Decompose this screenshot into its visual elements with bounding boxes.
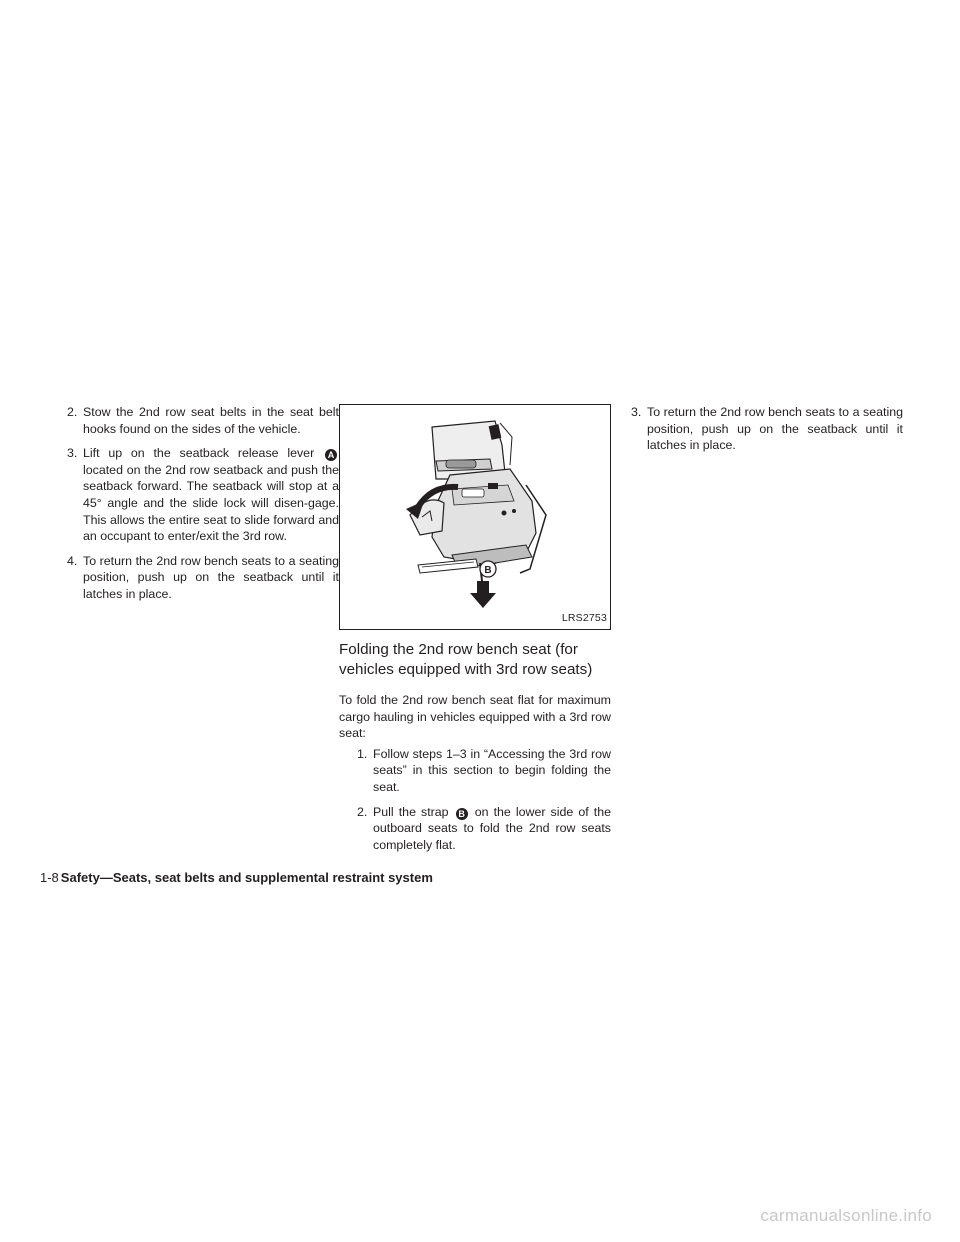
step-text: Follow steps 1–3 in “Accessing the 3rd row seats” in this section to begin folding the seat. — [373, 746, 611, 794]
step-3-return-seats — [631, 404, 903, 454]
intro-paragraph: To fold the 2nd row bench seat flat for maximum cargo hauling in vehicles equipped with a 3rd row seat: — [339, 693, 611, 741]
page-number: 1-8 — [40, 870, 59, 885]
step-number: 1. — [357, 746, 368, 761]
step-4-return-seats — [67, 553, 339, 603]
step-3-release-lever — [67, 445, 339, 545]
page-footer — [40, 870, 433, 885]
left-column — [67, 404, 339, 611]
callout-b-label: B — [484, 565, 492, 576]
step-number: 2. — [357, 804, 368, 819]
callout-b-icon: B — [456, 808, 468, 820]
step-text: To return the 2nd row bench seats to a seating position, push up on the seatback until it latches in place. — [647, 405, 903, 453]
watermark: carmanualsonline.info — [760, 1206, 932, 1225]
middle-column — [339, 404, 611, 861]
fold-steps — [339, 746, 611, 854]
seat-illustration — [340, 405, 610, 629]
section-heading: Folding the 2nd row bench seat (for vehicles equipped with 3rd row seats) — [339, 641, 593, 678]
step-text: To return the 2nd row bench seats to a seating position, push up on the seatback until it latches in place. — [83, 553, 339, 601]
figure-code: LRS2753 — [561, 612, 607, 625]
step-1-follow-steps — [339, 746, 611, 796]
step-number: 2. — [67, 405, 78, 419]
step-text-after: located on the 2nd row seatback and push the seatback forward. The seatback will stop at a 45° angle and the slide lock will disen-gage. This allows the entire seat to slide forward and an occupant to enter/exit the 3rd row. — [83, 462, 339, 544]
callout-a-icon: A — [325, 449, 337, 461]
step-text-after: on the lower side of the outboard seats to fold the 2nd row seats completely flat. — [373, 804, 611, 852]
step-number: 3. — [631, 405, 642, 419]
footer-title: Safety—Seats, seat belts and supplemental restraint system — [60, 870, 433, 885]
seat-folding-figure — [339, 404, 611, 630]
step-2-stow-belts — [67, 404, 339, 437]
step-text: Stow the 2nd row seat belts in the seat belt hooks found on the sides of the vehicle. — [83, 405, 339, 436]
step-text-before: Lift up on the seatback release lever — [83, 446, 315, 461]
step-number: 4. — [67, 553, 78, 568]
step-number: 3. — [67, 446, 78, 461]
step-text-before: Pull the strap — [373, 804, 449, 819]
step-2-pull-strap — [339, 804, 611, 854]
right-column — [631, 404, 903, 462]
